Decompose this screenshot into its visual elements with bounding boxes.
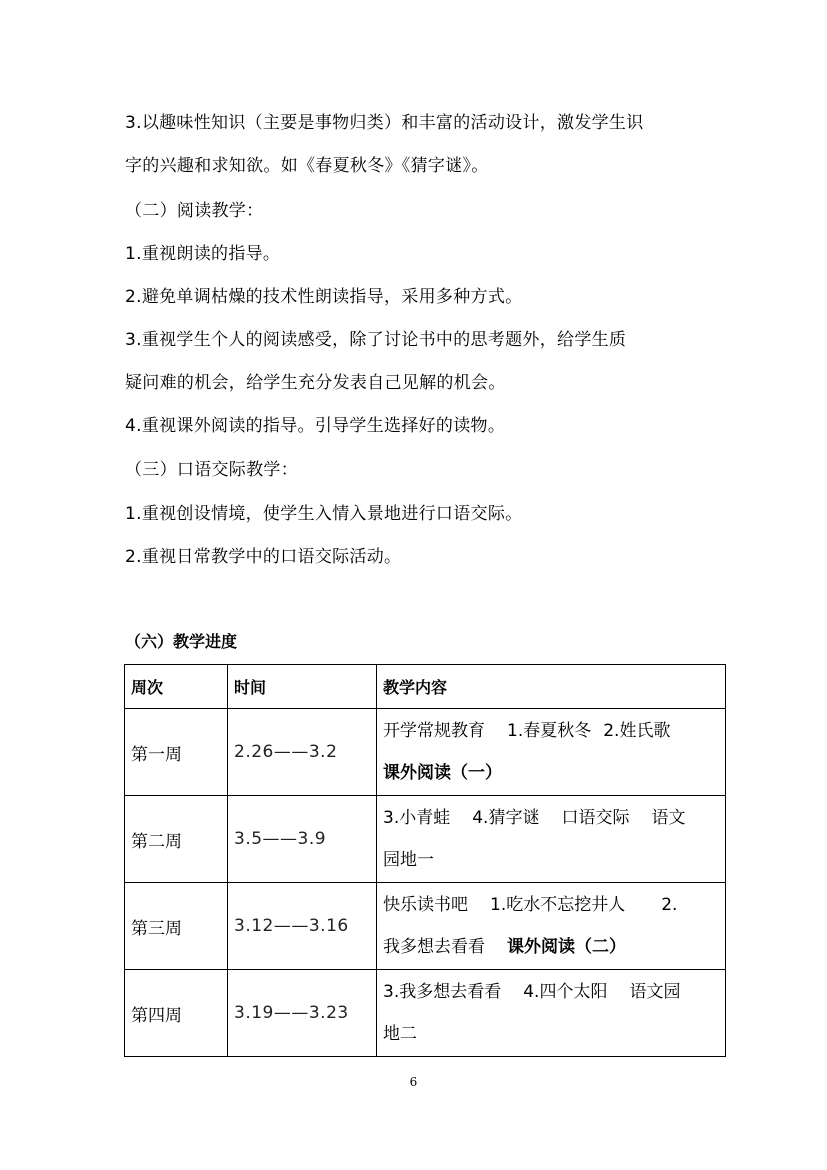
time-cell: 3.5——3.9 xyxy=(228,796,377,883)
table-header-row xyxy=(125,665,726,709)
content-cell xyxy=(377,970,726,1057)
paragraph-line-5: 2.避免单调枯燥的技术性朗读指导，采用多种方式。 xyxy=(125,287,523,307)
time-cell: 3.12——3.16 xyxy=(228,883,377,970)
content-item-bold: 课外阅读（一） xyxy=(383,763,502,783)
paragraph-line-7: 疑问难的机会，给学生充分发表自己见解的机会。 xyxy=(125,373,506,393)
content-item: 口语交际 xyxy=(561,808,630,828)
content-item: 2.姓氏歌 xyxy=(603,721,671,741)
week-cell: 第四周 xyxy=(125,970,228,1057)
paragraph-line-4: 1.重视朗读的指导。 xyxy=(125,244,281,264)
paragraph-line-2: 字的兴趣和求知欲。如《春夏秋冬》《猜字谜》。 xyxy=(125,156,489,176)
header-week: 周次 xyxy=(125,665,228,709)
content-item: 我多想去看看 xyxy=(383,937,485,957)
paragraph-line-6: 3.重视学生个人的阅读感受，除了讨论书中的思考题外，给学生质 xyxy=(125,330,627,350)
content-item: 快乐读书吧 xyxy=(383,895,468,915)
content-item: 4.猜字谜 xyxy=(472,808,540,828)
subheading-oral: （三）口语交际教学： xyxy=(125,460,298,480)
table-row xyxy=(125,796,726,883)
content-item: 语文 xyxy=(651,808,686,828)
week-cell: 第二周 xyxy=(125,796,228,883)
content-item: 3.我多想去看看 xyxy=(383,982,502,1002)
content-cell xyxy=(377,883,726,970)
content-item: 2. xyxy=(661,895,678,915)
content-item: 1.吃水不忘挖井人 xyxy=(490,895,626,915)
page-number: 6 xyxy=(409,1075,418,1089)
header-time: 时间 xyxy=(228,665,377,709)
content-item: 1.春夏秋冬 xyxy=(507,721,592,741)
paragraph-line-11: 2.重视日常教学中的口语交际活动。 xyxy=(125,547,402,567)
table-row xyxy=(125,970,726,1057)
content-item: 地二 xyxy=(383,1024,417,1044)
time-cell: 3.19——3.23 xyxy=(228,970,377,1057)
header-content: 教学内容 xyxy=(377,665,726,709)
content-item-bold: 课外阅读（二） xyxy=(507,937,626,957)
content-item: 4.四个太阳 xyxy=(523,982,608,1002)
week-cell: 第一周 xyxy=(125,709,228,796)
table-row xyxy=(125,709,726,796)
content-item: 开学常规教育 xyxy=(383,721,485,741)
content-cell xyxy=(377,709,726,796)
time-cell: 2.26——3.2 xyxy=(228,709,377,796)
paragraph-line-1: 3.以趣味性知识（主要是事物归类）和丰富的活动设计，激发学生识 xyxy=(125,113,644,133)
content-cell xyxy=(377,796,726,883)
week-cell: 第三周 xyxy=(125,883,228,970)
content-item: 语文园 xyxy=(629,982,681,1002)
content-item: 3.小青蛙 xyxy=(383,808,451,828)
section-title: （六）教学进度 xyxy=(125,632,238,651)
schedule-table xyxy=(124,664,726,1057)
paragraph-line-8: 4.重视课外阅读的指导。引导学生选择好的读物。 xyxy=(125,416,506,436)
table-row xyxy=(125,883,726,970)
paragraph-line-10: 1.重视创设情境，使学生入情入景地进行口语交际。 xyxy=(125,504,523,524)
subheading-reading: （二）阅读教学： xyxy=(125,201,264,221)
content-item: 园地一 xyxy=(383,850,434,870)
